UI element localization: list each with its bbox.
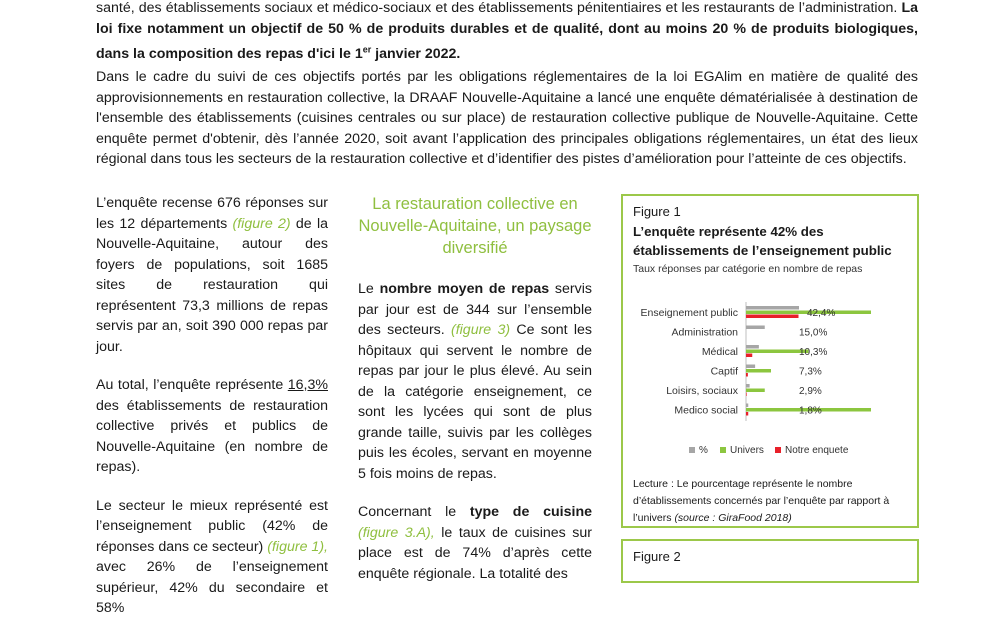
category-label: Captif xyxy=(710,365,738,378)
legend-label: Notre enquete xyxy=(785,445,849,456)
figure-1-note: Lecture : Le pourcentage représente le nombre d’établissements concernés par l’enquête par rapport à l’univers (source : GiraFood 2018) xyxy=(633,478,890,524)
context-paragraph: Dans le cadre du suivi de ces objectifs portés par les obligations réglementaires de la loi EGAlim en matière de qualité des approvisionnements en restauration collective, la DRAAF Nouvelle-Aquitaine a lancé une enquête dématérialisée à destination de l'ensemble des établissements (cuisines centrales ou sur place) de restauration collective publique de Nouvelle-Aquitaine. Cette enquête permet d'obtenir, dès l’année 2020, soit avant l’application des principales obligations réglementaires, un état des lieux régional dans tous les secteurs de la restauration collective et d’identifier des pistes d’amélioration pour l’atteinte de ces objectifs. xyxy=(96,69,918,167)
bar-notre-enquete xyxy=(746,412,748,416)
data-label: 7,3% xyxy=(799,366,822,378)
bar-% xyxy=(746,326,765,330)
left-paragraph-3: Le secteur le mieux représenté est l’enseignement public (42% de réponses dans ce secteur) (figure 1), avec 26% de l’enseignement supérieur, 42% du secondaire et 58% xyxy=(96,497,328,616)
figure-2-reference: (figure 2) xyxy=(232,215,291,232)
bar-% xyxy=(746,306,799,310)
data-label: 10,3% xyxy=(799,347,828,358)
data-label: 2,9% xyxy=(799,386,822,397)
bar-notre-enquete xyxy=(746,315,799,319)
data-label: 42,4% xyxy=(807,308,836,319)
figure-3a-reference: (figure 3.A), xyxy=(358,524,435,541)
intro-bold-text: La loi fixe notamment un objectif de 50 % de produits durables et de qualité, dont au moins 20 % de produits biologiques, dans la composition des repas d'ici le 1er janvier 2022. xyxy=(96,0,918,62)
figure-1-title: L’enquête représente 42% des établissements de l’enseignement public xyxy=(633,224,892,258)
category-label: Loisirs, sociaux xyxy=(666,385,738,397)
bar-univers xyxy=(746,369,771,373)
legend-swatch xyxy=(689,447,695,453)
bar-univers xyxy=(746,389,765,393)
figure-1-box xyxy=(621,194,919,528)
intro-paragraph xyxy=(96,0,918,64)
category-label: Médical xyxy=(701,346,738,358)
middle-column xyxy=(358,279,592,602)
left-paragraph-1: L’enquête recense 676 réponses sur les 12 départements (figure 2) de la Nouvelle-Aquitaine, autour des foyers de populations, soit 1685 sites de restauration qui représentent 73,3 millions de repas servis par an, soit 390 000 repas par jour. xyxy=(96,195,328,355)
intro-text: santé, des établissements sociaux et médico-sociaux et des établissements pénitentiaires et les restaurants de l’administration. xyxy=(96,0,898,16)
bar-% xyxy=(746,404,748,408)
bar-notre-enquete xyxy=(746,393,747,397)
bar-notre-enquete xyxy=(746,373,748,377)
left-paragraph-2: Au total, l’enquête représente 16,3% des établissements de restauration collective privés et publics de Nouvelle-Aquitaine (en nombre de repas). xyxy=(96,377,328,475)
figure-2-box xyxy=(621,539,919,583)
coverage-value: 16,3% xyxy=(287,377,328,393)
legend-swatch xyxy=(775,447,781,453)
section-heading: La restauration collective en Nouvelle-Aquitaine, un paysage diversifié xyxy=(358,195,592,257)
figure-1-reference: (figure 1), xyxy=(267,538,328,555)
data-label: 15,0% xyxy=(799,327,828,339)
figure-1-label: Figure 1 xyxy=(633,204,681,219)
legend-swatch xyxy=(720,447,726,453)
category-label: Enseignement public xyxy=(640,307,738,319)
figure-1-subtitle: Taux réponses par catégorie en nombre de repas xyxy=(633,263,863,275)
legend-label: Univers xyxy=(730,445,764,456)
data-label: 1,8% xyxy=(799,405,822,417)
left-column xyxy=(96,193,328,637)
middle-paragraph-1: Le nombre moyen de repas servis par jour est de 344 sur l’ensemble des secteurs. (figure 3) Ce sont les hôpitaux qui servent le nombre de repas par jour le plus élevé. Au sein de la catégorie enseignement, ce sont les lycées qui sont de plus grande taille, suivis par les collèges puis les écoles, servant en moyenne 5 fois moins de repas. xyxy=(358,281,592,482)
category-label: Medico social xyxy=(674,404,738,417)
bar-% xyxy=(746,365,755,369)
middle-paragraph-2: Concernant le type de cuisine (figure 3.A), le taux de cuisines sur place est de 74% d’après cette enquête régionale. La totalité des xyxy=(358,504,592,582)
bar-% xyxy=(746,384,750,388)
legend-label: % xyxy=(699,445,708,456)
bar-notre-enquete xyxy=(746,354,752,358)
figure-3-reference: (figure 3) xyxy=(450,322,511,338)
category-label: Administration xyxy=(671,326,738,339)
figure-2-label: Figure 2 xyxy=(633,549,681,564)
bar-% xyxy=(746,345,759,349)
